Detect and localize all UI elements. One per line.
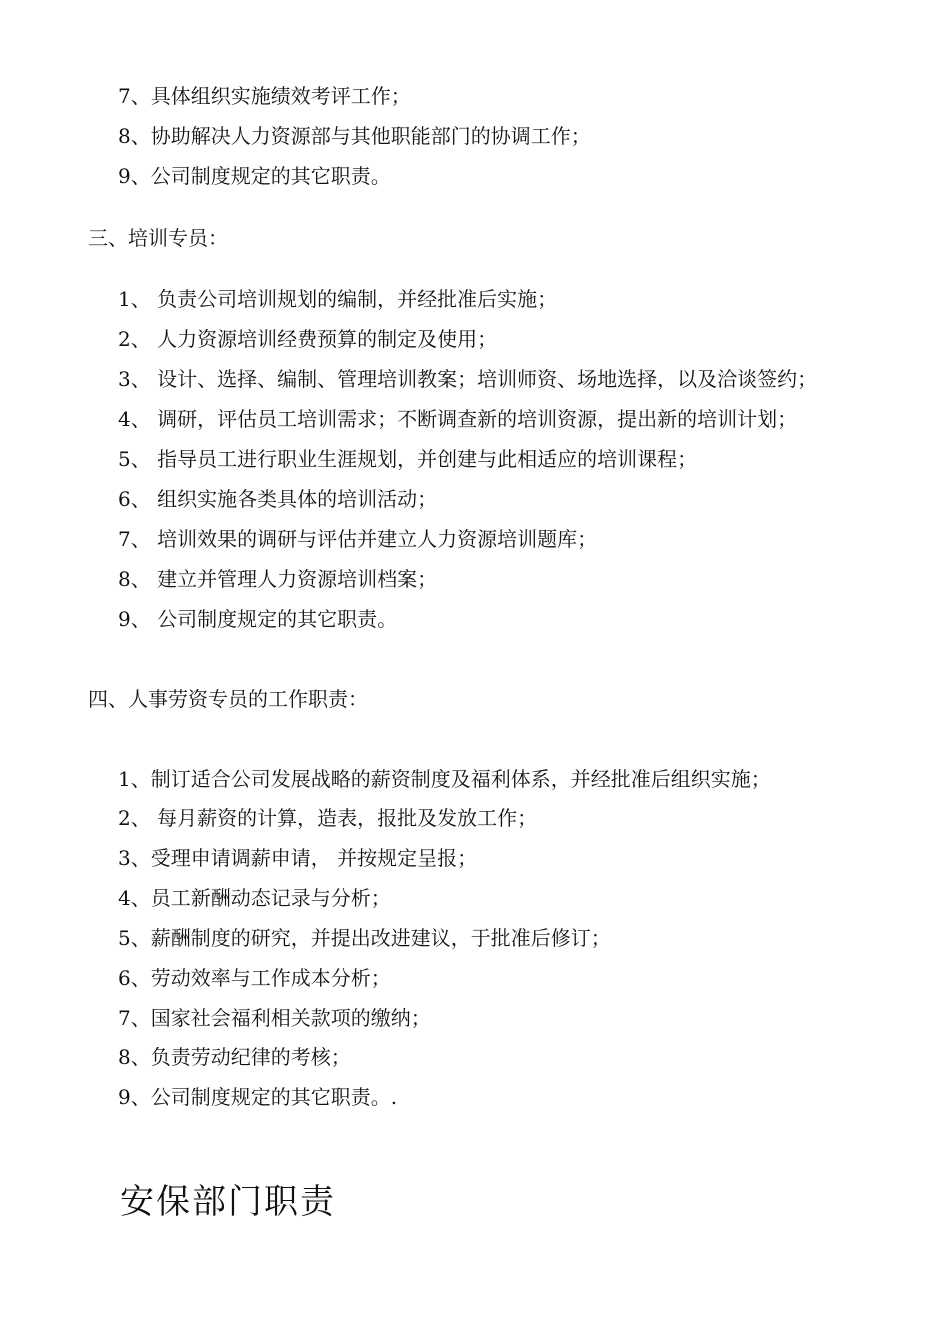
list-item: 7、国家社会福利相关款项的缴纳； — [118, 1006, 431, 1030]
list-item: 2、 每月薪资的计算，造表，报批及发放工作； — [118, 806, 538, 830]
list-item: 6、 组织实施各类具体的培训活动； — [118, 487, 438, 511]
list-item: 9、 公司制度规定的其它职责。 — [118, 607, 398, 631]
list-item: 8、 建立并管理人力资源培训档案； — [118, 567, 438, 591]
list-item: 7、 培训效果的调研与评估并建立人力资源培训题库； — [118, 527, 598, 551]
list-item: 8、协助解决人力资源部与其他职能部门的协调工作； — [118, 124, 591, 148]
page-title: 安保部门职责 — [120, 1182, 336, 1222]
list-item: 5、薪酬制度的研究，并提出改进建议，于批准后修订； — [118, 926, 611, 950]
list-item: 1、 负责公司培训规划的编制，并经批准后实施； — [118, 287, 558, 311]
list-item: 9、公司制度规定的其它职责。 — [118, 164, 391, 188]
list-item: 5、 指导员工进行职业生涯规划，并创建与此相适应的培训课程； — [118, 447, 698, 471]
list-item: 3、 设计、选择、编制、管理培训教案；培训师资、场地选择，以及洽谈签约； — [118, 367, 818, 391]
list-item: 1、制订适合公司发展战略的薪资制度及福利体系，并经批准后组织实施； — [118, 767, 771, 791]
list-item: 2、 人力资源培训经费预算的制定及使用； — [118, 327, 498, 351]
list-item: 4、员工新酬动态记录与分析； — [118, 886, 391, 910]
section-heading-payroll: 四、人事劳资专员的工作职责： — [88, 687, 368, 711]
list-item: 3、受理申请调薪申请， 并按规定呈报； — [118, 846, 478, 870]
list-item: 6、劳动效率与工作成本分析； — [118, 966, 391, 990]
list-item: 8、负责劳动纪律的考核； — [118, 1045, 351, 1069]
list-item: 4、 调研，评估员工培训需求；不断调查新的培训资源，提出新的培训计划； — [118, 407, 798, 431]
section-heading-training: 三、培训专员： — [88, 226, 228, 250]
list-item: 7、具体组织实施绩效考评工作； — [118, 84, 411, 108]
list-item: 9、公司制度规定的其它职责。. — [118, 1085, 398, 1109]
